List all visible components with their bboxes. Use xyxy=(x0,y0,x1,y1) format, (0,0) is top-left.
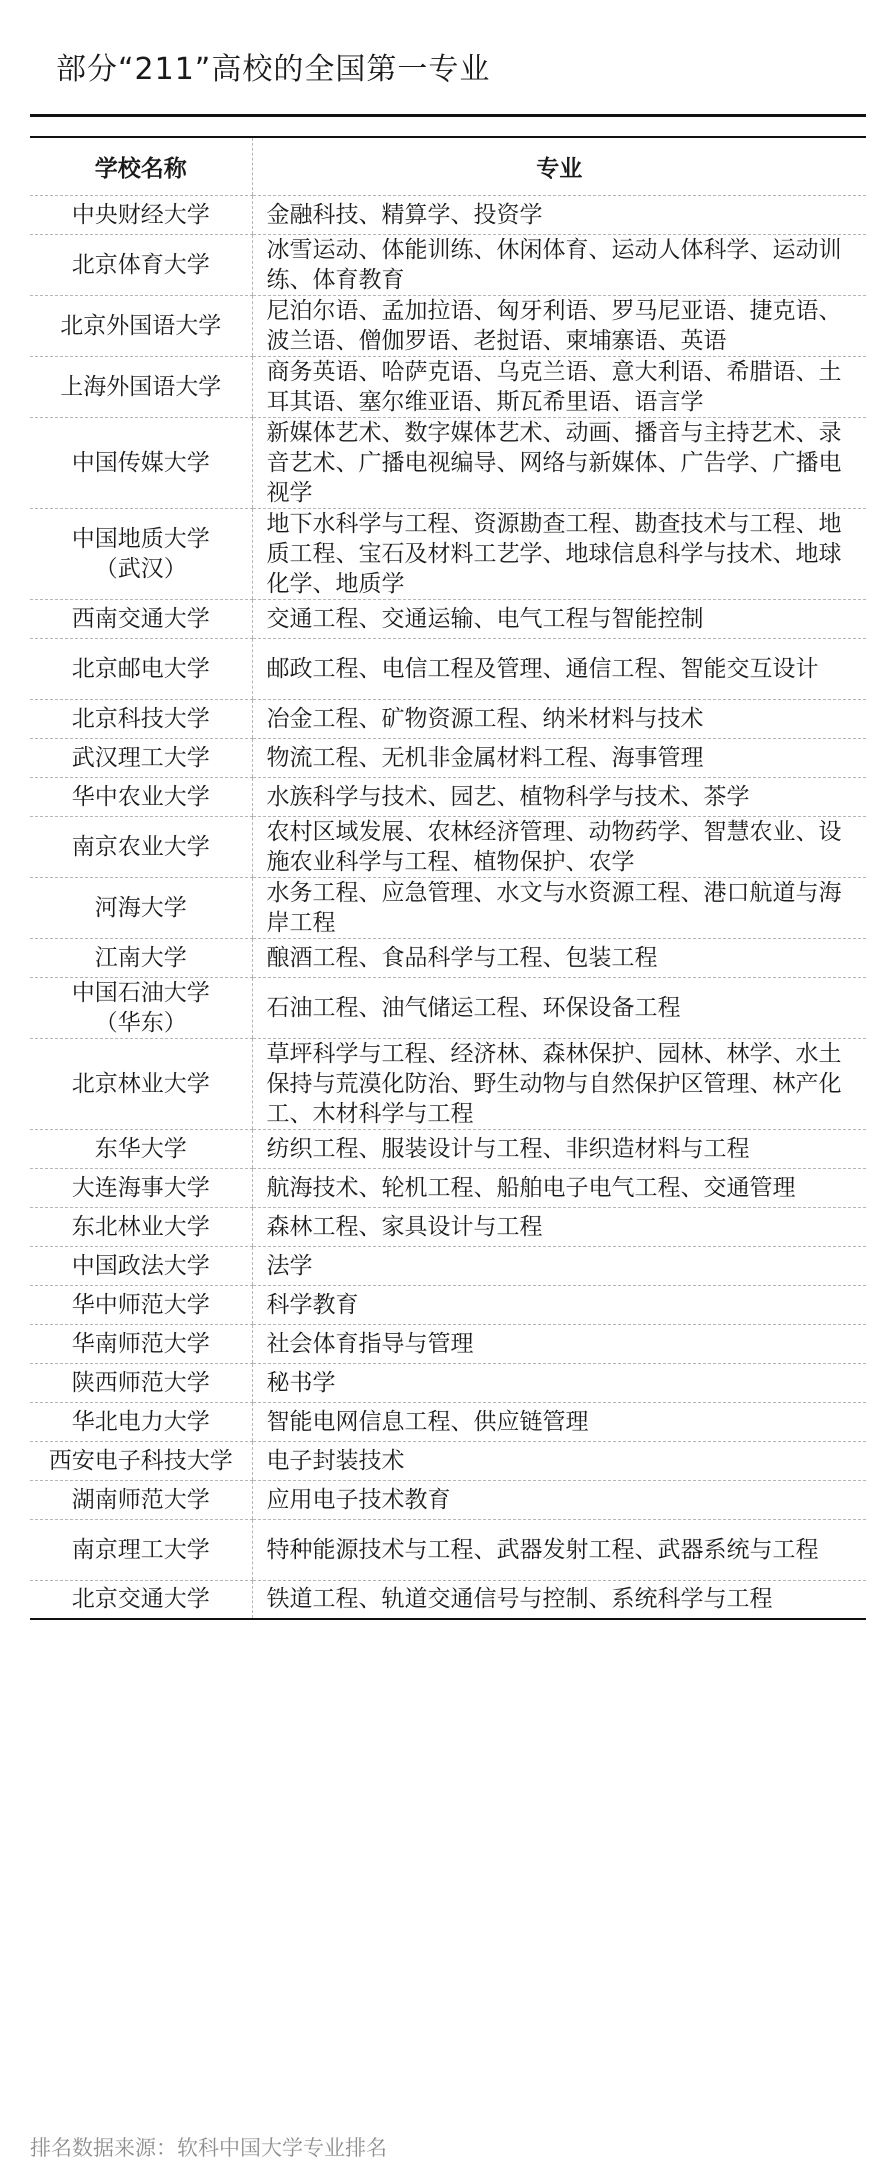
major-list-cell: 特种能源技术与工程、武器发射工程、武器系统与工程 xyxy=(252,1519,866,1580)
table-row xyxy=(30,195,866,234)
school-name-cell: 大连海事大学 xyxy=(30,1168,252,1207)
table-row xyxy=(30,638,866,699)
major-list-cell: 冶金工程、矿物资源工程、纳米材料与技术 xyxy=(252,699,866,738)
school-name-cell: 北京科技大学 xyxy=(30,699,252,738)
school-name-line: 中国石油大学 xyxy=(71,979,210,1006)
table-row xyxy=(30,1285,866,1324)
school-name-cell: 北京体育大学 xyxy=(30,234,252,295)
table-row xyxy=(30,1129,866,1168)
major-list-cell: 纺织工程、服装设计与工程、非织造材料与工程 xyxy=(252,1129,866,1168)
major-list-cell: 石油工程、油气储运工程、环保设备工程 xyxy=(252,977,866,1038)
major-list-cell: 水族科学与技术、园艺、植物科学与技术、茶学 xyxy=(252,777,866,816)
major-list-cell: 法学 xyxy=(252,1246,866,1285)
major-list-cell: 地下水科学与工程、资源勘查工程、勘查技术与工程、地质工程、宝石及材料工艺学、地球信息科学与技术、地球化学、地质学 xyxy=(252,508,866,599)
major-list-cell: 冰雪运动、体能训练、休闲体育、运动人体科学、运动训练、体育教育 xyxy=(252,234,866,295)
major-list-cell: 物流工程、无机非金属材料工程、海事管理 xyxy=(252,738,866,777)
school-name-cell: 北京外国语大学 xyxy=(30,295,252,356)
school-name-cell: 河海大学 xyxy=(30,877,252,938)
school-name-cell: 南京理工大学 xyxy=(30,1519,252,1580)
major-list-cell: 森林工程、家具设计与工程 xyxy=(252,1207,866,1246)
school-name-cell: 华南师范大学 xyxy=(30,1324,252,1363)
major-list-cell: 科学教育 xyxy=(252,1285,866,1324)
table-row xyxy=(30,699,866,738)
major-table xyxy=(30,136,866,1620)
school-name-line: （华东） xyxy=(94,1009,187,1036)
school-name-cell: 华中师范大学 xyxy=(30,1285,252,1324)
table-row xyxy=(30,977,866,1038)
school-name-cell: 华北电力大学 xyxy=(30,1402,252,1441)
table-row xyxy=(30,234,866,295)
table-row xyxy=(30,777,866,816)
school-name-cell: 上海外国语大学 xyxy=(30,356,252,417)
school-name-line: （武汉） xyxy=(94,555,187,582)
school-name-cell: 北京邮电大学 xyxy=(30,638,252,699)
major-column-header: 专业 xyxy=(252,137,866,195)
major-list-cell: 新媒体艺术、数字媒体艺术、动画、播音与主持艺术、录音艺术、广播电视编导、网络与新媒体、广告学、广播电视学 xyxy=(252,417,866,508)
major-list-cell: 金融科技、精算学、投资学 xyxy=(252,195,866,234)
table-row xyxy=(30,738,866,777)
table-row xyxy=(30,1038,866,1129)
school-name-cell: 中央财经大学 xyxy=(30,195,252,234)
major-list-cell: 邮政工程、电信工程及管理、通信工程、智能交互设计 xyxy=(252,638,866,699)
major-list-cell: 应用电子技术教育 xyxy=(252,1480,866,1519)
school-name-cell: 武汉理工大学 xyxy=(30,738,252,777)
school-name-cell: 东北林业大学 xyxy=(30,1207,252,1246)
table-row xyxy=(30,1246,866,1285)
table-row xyxy=(30,1363,866,1402)
table-row xyxy=(30,295,866,356)
school-column-header: 学校名称 xyxy=(30,137,252,195)
major-list-cell: 航海技术、轮机工程、船舶电子电气工程、交通管理 xyxy=(252,1168,866,1207)
school-name-cell: 华中农业大学 xyxy=(30,777,252,816)
table-row xyxy=(30,356,866,417)
table-row xyxy=(30,816,866,877)
table-row xyxy=(30,1580,866,1619)
school-name-cell: 北京交通大学 xyxy=(30,1580,252,1619)
school-name-cell: 东华大学 xyxy=(30,1129,252,1168)
table-row xyxy=(30,417,866,508)
major-list-cell: 水务工程、应急管理、水文与水资源工程、港口航道与海岸工程 xyxy=(252,877,866,938)
school-name-cell: 中国传媒大学 xyxy=(30,417,252,508)
table-row xyxy=(30,599,866,638)
table-row xyxy=(30,1207,866,1246)
major-list-cell: 商务英语、哈萨克语、乌克兰语、意大利语、希腊语、土耳其语、塞尔维亚语、斯瓦希里语、语言学 xyxy=(252,356,866,417)
school-name-cell xyxy=(30,508,252,599)
school-name-cell: 西南交通大学 xyxy=(30,599,252,638)
major-list-cell: 交通工程、交通运输、电气工程与智能控制 xyxy=(252,599,866,638)
table-row xyxy=(30,938,866,977)
school-name-cell: 西安电子科技大学 xyxy=(30,1441,252,1480)
page-title: 部分“211”高校的全国第一专业 xyxy=(56,52,491,87)
table-row xyxy=(30,1324,866,1363)
school-name-cell: 中国政法大学 xyxy=(30,1246,252,1285)
table-row xyxy=(30,1441,866,1480)
school-name-cell: 北京林业大学 xyxy=(30,1038,252,1129)
major-list-cell: 电子封装技术 xyxy=(252,1441,866,1480)
school-name-line: 中国地质大学 xyxy=(71,525,210,552)
major-list-cell: 酿酒工程、食品科学与工程、包装工程 xyxy=(252,938,866,977)
table-row xyxy=(30,1168,866,1207)
major-list-cell: 秘书学 xyxy=(252,1363,866,1402)
table-row xyxy=(30,1480,866,1519)
major-list-cell: 社会体育指导与管理 xyxy=(252,1324,866,1363)
major-list-cell: 草坪科学与工程、经济林、森林保护、园林、林学、水土保持与荒漠化防治、野生动物与自然保护区管理、林产化工、木材科学与工程 xyxy=(252,1038,866,1129)
school-name-cell: 陕西师范大学 xyxy=(30,1363,252,1402)
table-row xyxy=(30,1519,866,1580)
major-list-cell: 农村区域发展、农林经济管理、动物药学、智慧农业、设施农业科学与工程、植物保护、农学 xyxy=(252,816,866,877)
major-list-cell: 智能电网信息工程、供应链管理 xyxy=(252,1402,866,1441)
table-row xyxy=(30,508,866,599)
major-list-cell: 铁道工程、轨道交通信号与控制、系统科学与工程 xyxy=(252,1580,866,1619)
table-row xyxy=(30,877,866,938)
school-name-cell: 江南大学 xyxy=(30,938,252,977)
school-name-cell: 南京农业大学 xyxy=(30,816,252,877)
table-row xyxy=(30,1402,866,1441)
major-table-container xyxy=(30,136,866,1620)
school-name-cell xyxy=(30,977,252,1038)
school-name-cell: 湖南师范大学 xyxy=(30,1480,252,1519)
title-divider xyxy=(30,114,866,117)
major-list-cell: 尼泊尔语、孟加拉语、匈牙利语、罗马尼亚语、捷克语、波兰语、僧伽罗语、老挝语、柬埔寨语、英语 xyxy=(252,295,866,356)
data-source-note: 排名数据来源：软科中国大学专业排名 xyxy=(30,2136,387,2160)
table-header-row xyxy=(30,137,866,195)
